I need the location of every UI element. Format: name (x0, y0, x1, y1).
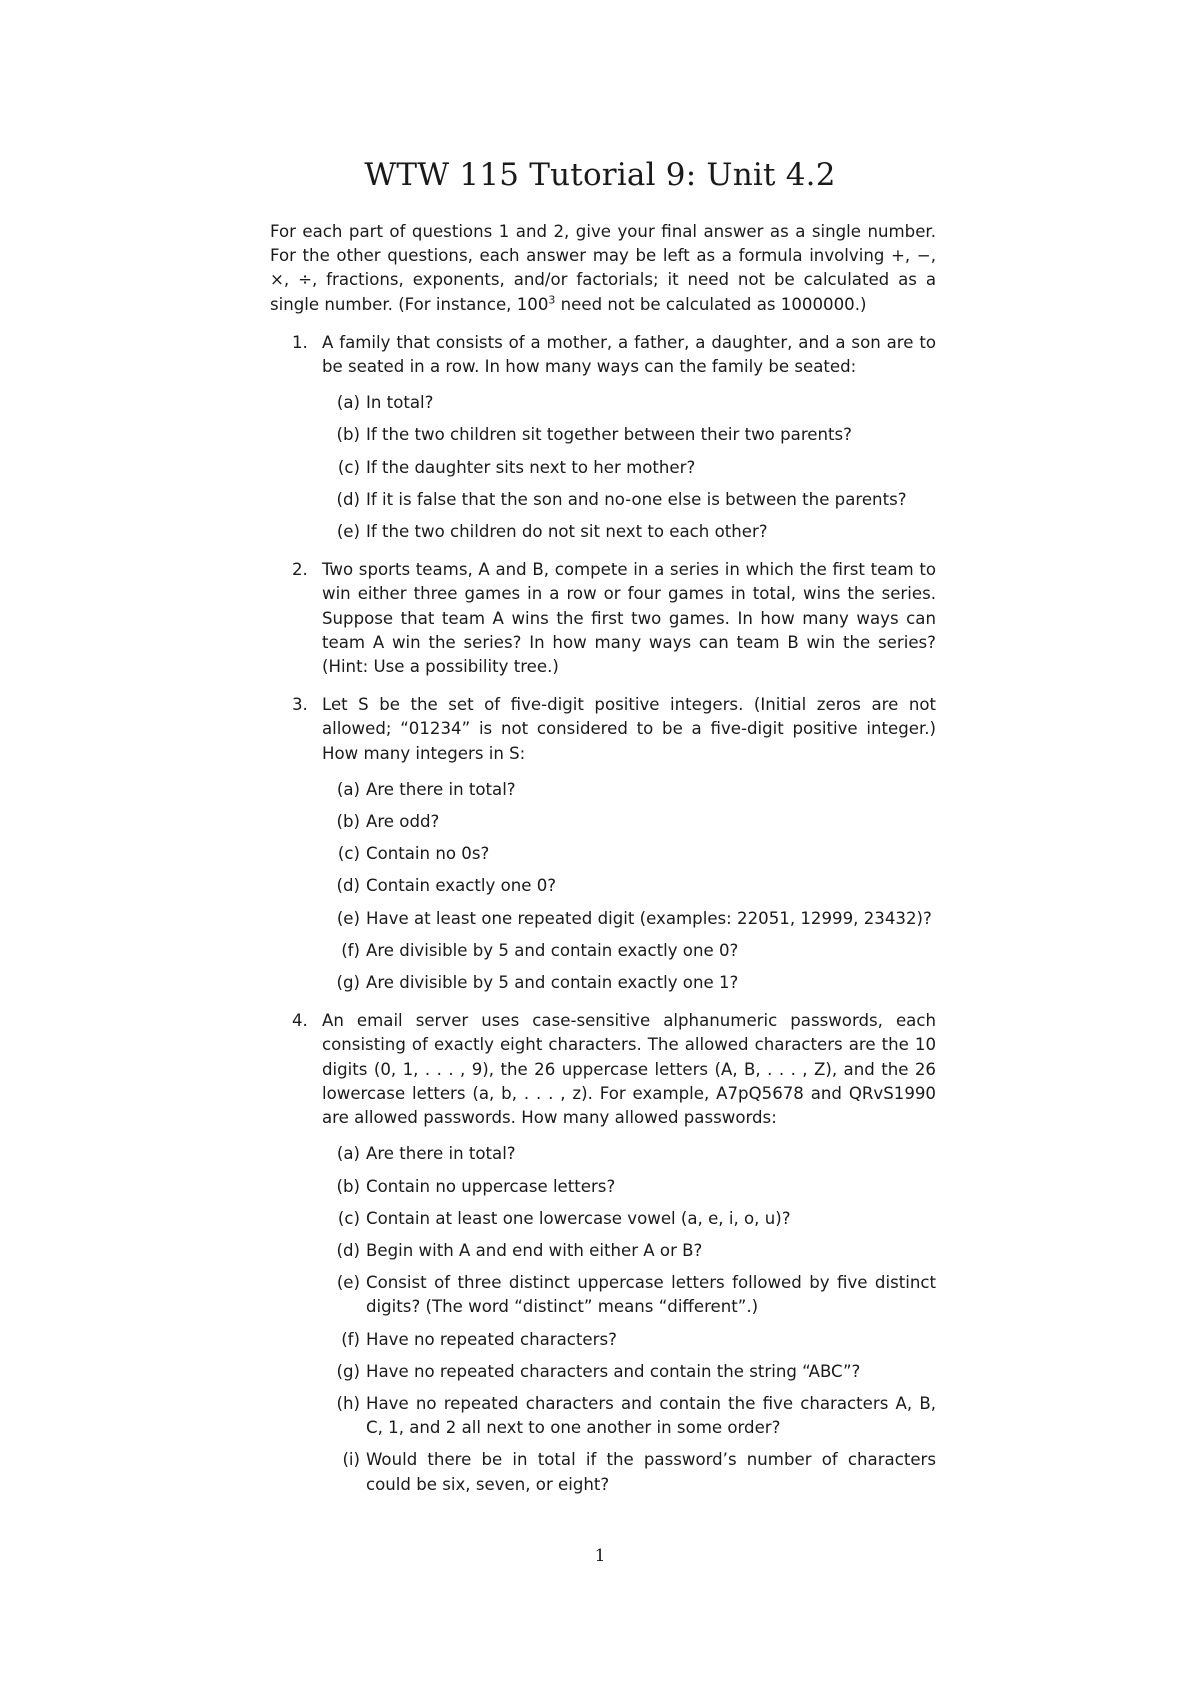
part-text: Are there in total? (366, 1144, 516, 1164)
question-3 (270, 693, 936, 995)
part-text: Begin with A and end with either A or B? (366, 1240, 703, 1260)
part-label: (d) (336, 489, 360, 509)
question-part (322, 1239, 936, 1263)
question-part (322, 1207, 936, 1231)
part-label: (f) (341, 1329, 360, 1349)
question-part (322, 842, 936, 866)
question-part (322, 810, 936, 834)
part-text: Contain no 0s? (366, 844, 490, 864)
page-number: 1 (594, 1546, 606, 1566)
part-label: (c) (337, 457, 360, 477)
question-4 (270, 1009, 936, 1496)
part-text: If the two children sit together between their two parents? (366, 425, 852, 445)
question-part (322, 1271, 936, 1319)
part-label: (b) (336, 1176, 360, 1196)
part-label: (a) (336, 779, 360, 799)
part-text: Have no repeated characters and contain the string “ABC”? (366, 1361, 861, 1381)
question-list (270, 331, 936, 1497)
question-part (322, 874, 936, 898)
part-text: Have no repeated characters? (366, 1329, 617, 1349)
part-text: Are divisible by 5 and contain exactly one 0? (366, 940, 739, 960)
part-label: (h) (336, 1393, 360, 1413)
part-label: (c) (337, 844, 360, 864)
part-text: Are divisible by 5 and contain exactly one 1? (366, 973, 739, 993)
part-label: (g) (336, 1361, 360, 1381)
question-parts (322, 1142, 936, 1496)
part-label: (g) (336, 973, 360, 993)
question-part (322, 1360, 936, 1384)
question-1 (270, 331, 936, 544)
question-number: 3. (292, 695, 308, 715)
part-label: (e) (336, 1273, 360, 1293)
part-text: Consist of three distinct uppercase letters followed by five distinct digits? (The word “distinct” means “different”.) (366, 1273, 936, 1317)
question-part (322, 907, 936, 931)
question-part (322, 1142, 936, 1166)
question-part (322, 1175, 936, 1199)
part-text: Are there in total? (366, 779, 516, 799)
part-label: (b) (336, 812, 360, 832)
part-label: (d) (336, 1240, 360, 1260)
question-part (322, 488, 936, 512)
document-body (270, 220, 936, 1505)
part-label: (a) (336, 393, 360, 413)
part-label: (e) (336, 908, 360, 928)
question-number: 4. (292, 1011, 308, 1031)
part-text: If the two children do not sit next to each other? (366, 522, 768, 542)
part-text: If it is false that the son and no-one else is between the parents? (366, 489, 907, 509)
part-label: (a) (336, 1144, 360, 1164)
intro-exponent: 3 (548, 293, 556, 307)
part-label: (f) (341, 940, 360, 960)
part-text: Have no repeated characters and contain the five characters A, B, C, 1, and 2 all next to one another in some order? (366, 1393, 936, 1438)
question-part (322, 939, 936, 963)
intro-paragraph (270, 220, 936, 317)
part-text: Have at least one repeated digit (examples: 22051, 12999, 23432)? (366, 908, 932, 928)
question-parts (322, 778, 936, 995)
part-text: Contain at least one lowercase vowel (a, e, i, o, u)? (366, 1208, 791, 1228)
part-label: (i) (342, 1450, 360, 1470)
part-label: (d) (336, 876, 360, 896)
question-part (322, 391, 936, 415)
part-text: If the daughter sits next to her mother? (366, 457, 696, 477)
question-part (322, 456, 936, 480)
part-label: (e) (336, 522, 360, 542)
part-text: In total? (366, 393, 434, 413)
part-text: Would there be in total if the password’s number of characters could be six, seven, or eight? (366, 1450, 936, 1494)
question-part (322, 423, 936, 447)
intro-text-part1: For each part of questions 1 and 2, give your final answer as a single number. For the other questions, each answer may be left as a formula involving +, −, ×, ÷, fractions, exponents, and/or factorials; it need not be calculated as a single number. (For instance, 100 (270, 222, 936, 314)
question-part (322, 520, 936, 544)
intro-text (270, 220, 936, 317)
question-text: A family that consists of a mother, a father, a daughter, and a son are to be seated in a row. In how many ways can the family be seated: (322, 332, 936, 377)
question-part (322, 778, 936, 802)
part-text: Contain no uppercase letters? (366, 1176, 616, 1196)
question-part (322, 1448, 936, 1496)
question-number: 1. (292, 332, 308, 352)
part-text: Are odd? (366, 812, 440, 832)
question-part (322, 1392, 936, 1440)
part-label: (b) (336, 425, 360, 445)
part-text: Contain exactly one 0? (366, 876, 557, 896)
part-label: (c) (337, 1208, 360, 1228)
page-title: WTW 115 Tutorial 9: Unit 4.2 (364, 157, 836, 193)
question-part (322, 971, 936, 995)
question-parts (322, 391, 936, 544)
question-2 (270, 558, 936, 679)
intro-text-part2: need not be calculated as 1000000.) (555, 294, 867, 314)
question-text: Two sports teams, A and B, compete in a series in which the first team to win either three games in a row or four games in total, wins the series. Suppose that team A wins the first two games. In how many ways can team A win the series? In how many ways can team B win the series? (Hint: Use a possibility tree.) (322, 560, 936, 677)
question-number: 2. (292, 560, 308, 580)
question-text: An email server uses case-sensitive alphanumeric passwords, each consisting of exactly eight characters. The allowed characters are the 10 digits (0, 1, . . . , 9), the 26 uppercase letters (A, B, . . . , Z), and the 26 lowercase letters (a, b, . . . , z). For example, A7pQ5678 and QRvS1990 are allowed passwords. How many allowed passwords: (322, 1011, 936, 1128)
question-text: Let S be the set of five-digit positive integers. (Initial zeros are not allowed; “01234” is not considered to be a five-digit positive integer.) How many integers in S: (322, 695, 936, 763)
question-part (322, 1328, 936, 1352)
